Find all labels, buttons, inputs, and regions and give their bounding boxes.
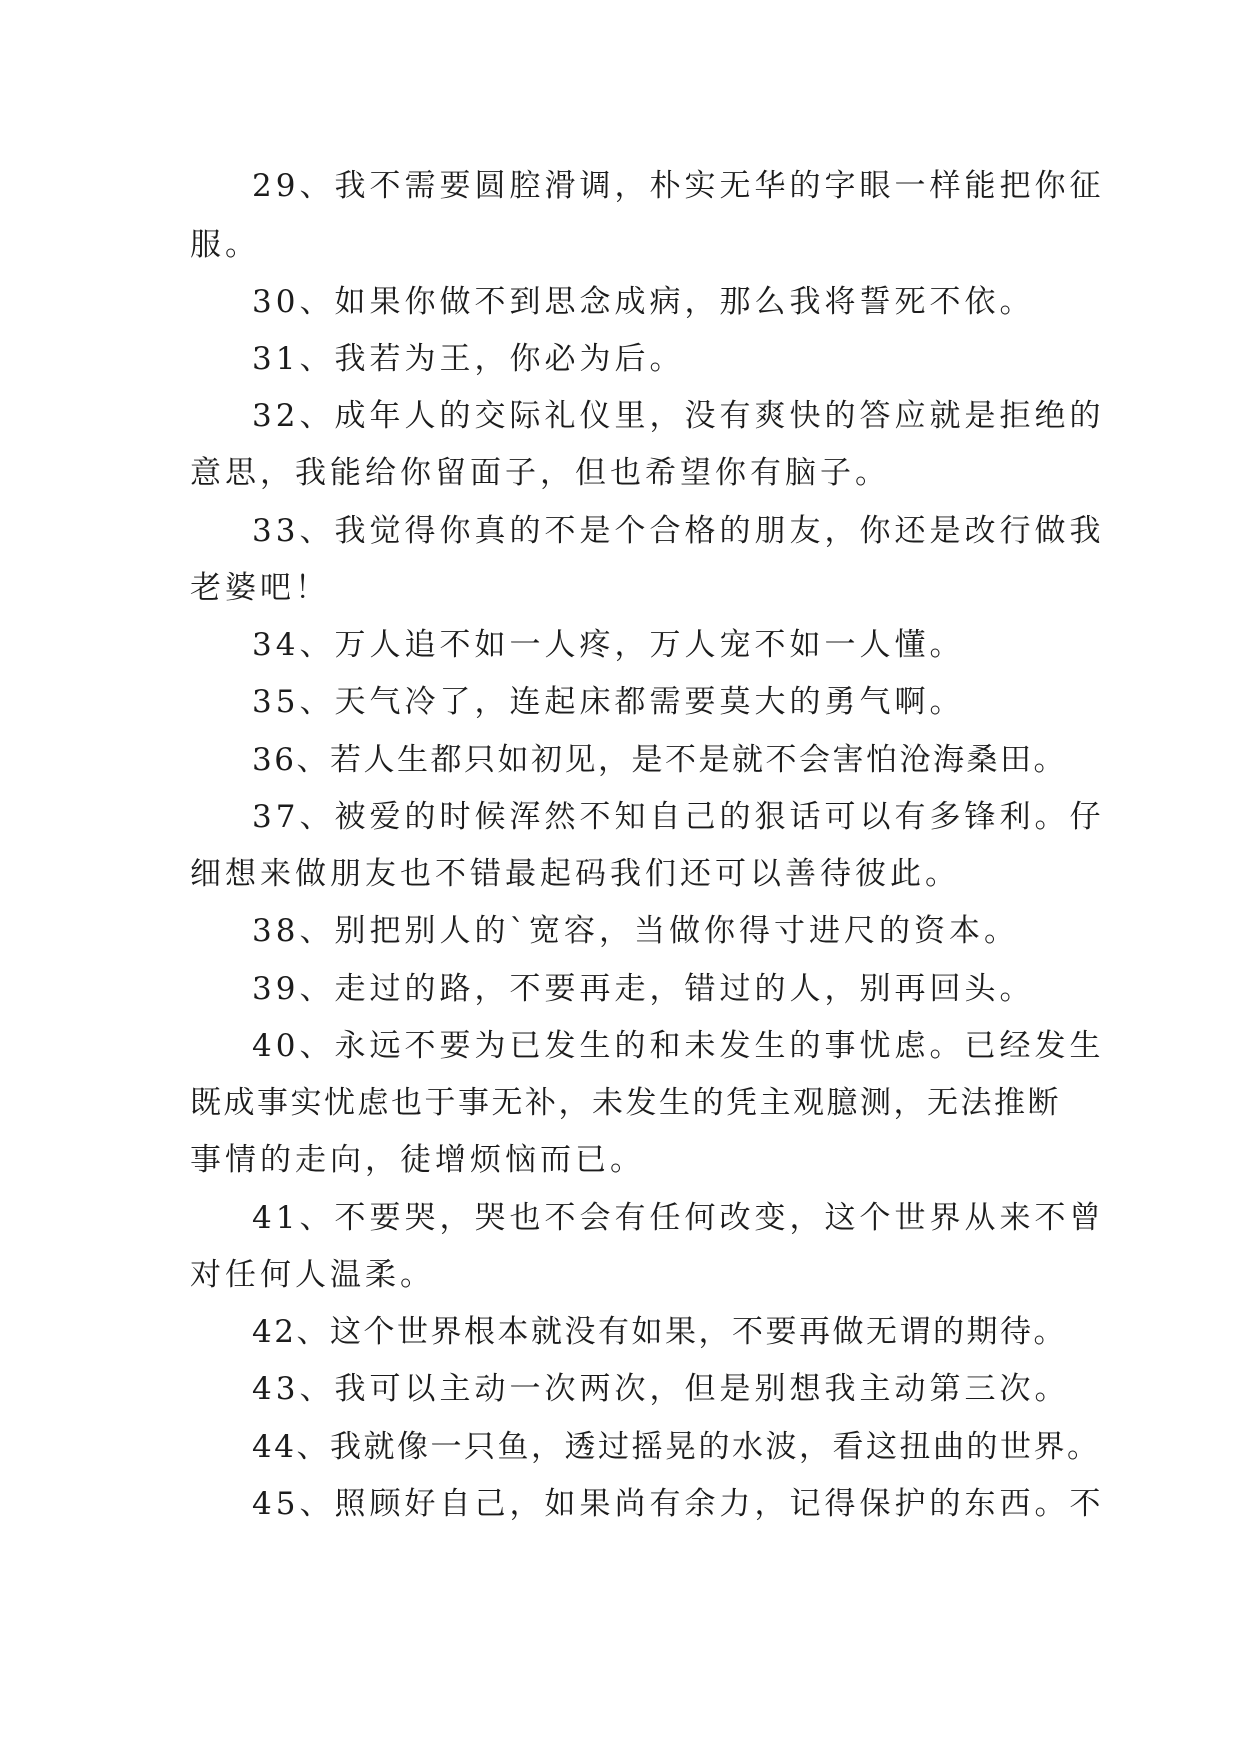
paragraph-32-line-2: 意思，我能给你留面子，但也希望你有脑子。 <box>190 455 890 491</box>
paragraph-29-line-1: 29、我不需要圆腔滑调，朴实无华的字眼一样能把你征 <box>252 168 1105 204</box>
paragraph-33-line-1: 33、我觉得你真的不是个合格的朋友，你还是改行做我 <box>252 513 1105 549</box>
paragraph-33-line-2: 老婆吧！ <box>190 570 330 606</box>
paragraph-36: 36、若人生都只如初见，是不是就不会害怕沧海桑田。 <box>252 742 1067 778</box>
paragraph-40-line-2: 既成事实忧虑也于事无补，未发生的凭主观臆测，无法推断 <box>190 1085 1061 1121</box>
paragraph-40-line-1: 40、永远不要为已发生的和未发生的事忧虑。已经发生 <box>252 1028 1105 1064</box>
paragraph-37-line-2: 细想来做朋友也不错最起码我们还可以善待彼此。 <box>190 856 960 892</box>
paragraph-35: 35、天气冷了，连起床都需要莫大的勇气啊。 <box>252 684 965 720</box>
paragraph-29-line-2: 服。 <box>190 227 260 263</box>
paragraph-31: 31、我若为王，你必为后。 <box>252 341 685 377</box>
paragraph-32-line-1: 32、成年人的交际礼仪里，没有爽快的答应就是拒绝的 <box>252 398 1105 434</box>
paragraph-42: 42、这个世界根本就没有如果，不要再做无谓的期待。 <box>252 1314 1067 1350</box>
paragraph-38: 38、别把别人的`宽容，当做你得寸进尺的资本。 <box>252 913 1019 949</box>
paragraph-40-line-3: 事情的走向，徒增烦恼而已。 <box>190 1142 645 1178</box>
paragraph-41-line-2: 对任何人温柔。 <box>190 1257 435 1293</box>
paragraph-34: 34、万人追不如一人疼，万人宠不如一人懂。 <box>252 627 965 663</box>
paragraph-41-line-1: 41、不要哭，哭也不会有任何改变，这个世界从来不曾 <box>252 1200 1105 1236</box>
paragraph-43: 43、我可以主动一次两次，但是别想我主动第三次。 <box>252 1371 1070 1407</box>
paragraph-39: 39、走过的路，不要再走，错过的人，别再回头。 <box>252 971 1035 1007</box>
paragraph-45-line-1: 45、照顾好自己，如果尚有余力，记得保护的东西。不 <box>252 1486 1105 1522</box>
paragraph-37-line-1: 37、被爱的时候浑然不知自己的狠话可以有多锋利。仔 <box>252 799 1105 835</box>
paragraph-30: 30、如果你做不到思念成病，那么我将誓死不依。 <box>252 284 1035 320</box>
paragraph-44: 44、我就像一只鱼，透过摇晃的水波，看这扭曲的世界。 <box>252 1429 1101 1465</box>
